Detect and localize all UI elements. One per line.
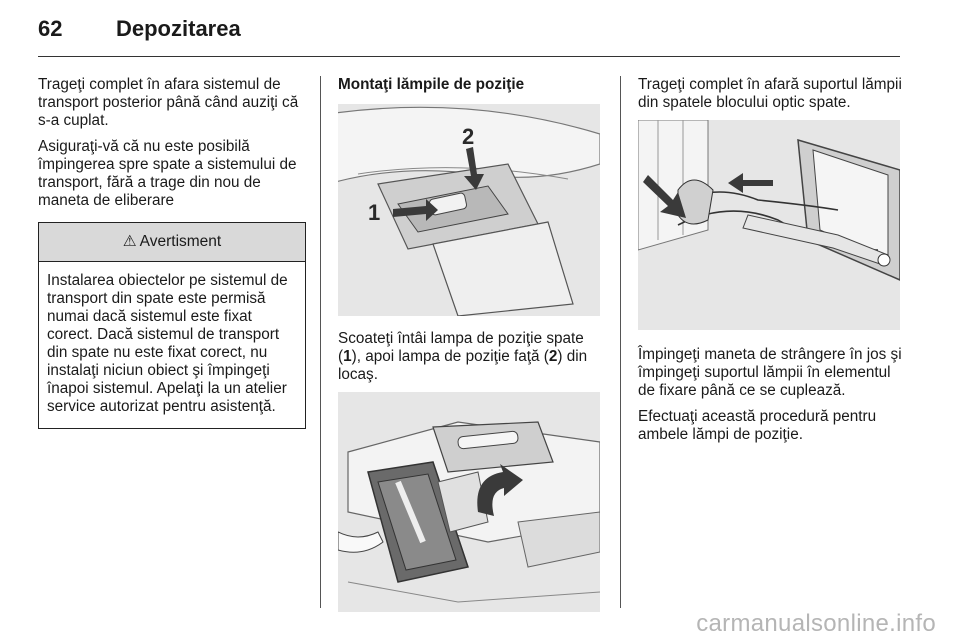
figure-lamp-holder-drawing xyxy=(638,120,900,330)
paragraph-push-lever: Împingeţi maneta de strângere în jos şi împingeţi suportul lămpii în elementul de fixare până ce se cuplează. xyxy=(638,346,902,399)
page-number: 62 xyxy=(38,16,63,41)
figure-rotate-lamp xyxy=(338,392,600,612)
caption-text-2: ), apoi lampa de poziţie faţă ( xyxy=(351,348,549,365)
header-divider xyxy=(38,56,900,57)
warning-title: Avertisment xyxy=(139,233,222,250)
warning-body: Instalarea obiectelor pe sistemul de transport din spate este permisă numai dacă sistemul este fixat corect. Dacă sistemul de transport din spate nu este fixat corect, nu instalaţi niciun obiect şi împingeţi înapoi sistemul. Apelaţi la un atelier service autorizat pentru asistenţă. xyxy=(47,272,288,415)
column-2 xyxy=(338,76,606,612)
callout-2: 2 xyxy=(462,124,475,149)
column-divider-1 xyxy=(320,76,321,608)
warning-triangle-icon: ⚠ xyxy=(122,233,137,250)
figure-lamp-holder xyxy=(638,120,900,330)
figure-remove-lamps xyxy=(338,104,600,316)
column-3 xyxy=(638,76,906,452)
section-heading: Montaţi lămpile de poziţie xyxy=(338,76,525,93)
column-1 xyxy=(38,76,306,429)
watermark: carmanualsonline.info xyxy=(696,610,936,637)
caption-remove-lamps xyxy=(338,330,606,384)
callout-1: 1 xyxy=(368,200,381,225)
warning-header xyxy=(39,223,305,262)
column-divider-2 xyxy=(620,76,621,608)
caption-number-2: 2 xyxy=(548,348,558,365)
paragraph-pull-out: Trageţi complet în afara sistemul de transport posterior până când auziţi că s-a cuplat. xyxy=(38,76,299,129)
paragraph-pull-holder: Trageţi complet în afară suportul lămpii din spatele blocului optic spate. xyxy=(638,76,902,111)
caption-text-1: Scoateţi întâi lampa de poziţie spate ( xyxy=(338,330,584,365)
warning-box xyxy=(38,222,306,429)
caption-number-1: 1 xyxy=(343,348,352,365)
page-title: Depozitarea xyxy=(116,16,241,41)
figure-rotate-lamp-drawing xyxy=(338,392,600,612)
paragraph-ensure-locked: Asiguraţi-vă că nu este posibilă împingerea spre spate a sistemului de transport, fără a trage din nou de maneta de eliberare xyxy=(38,138,297,209)
paragraph-both-lamps: Efectuaţi această procedură pentru ambele lămpi de poziţie. xyxy=(638,408,877,443)
caption-text-3: ) din locaş. xyxy=(338,348,588,383)
page-header xyxy=(38,16,241,50)
figure-remove-lamps-drawing xyxy=(338,104,600,316)
